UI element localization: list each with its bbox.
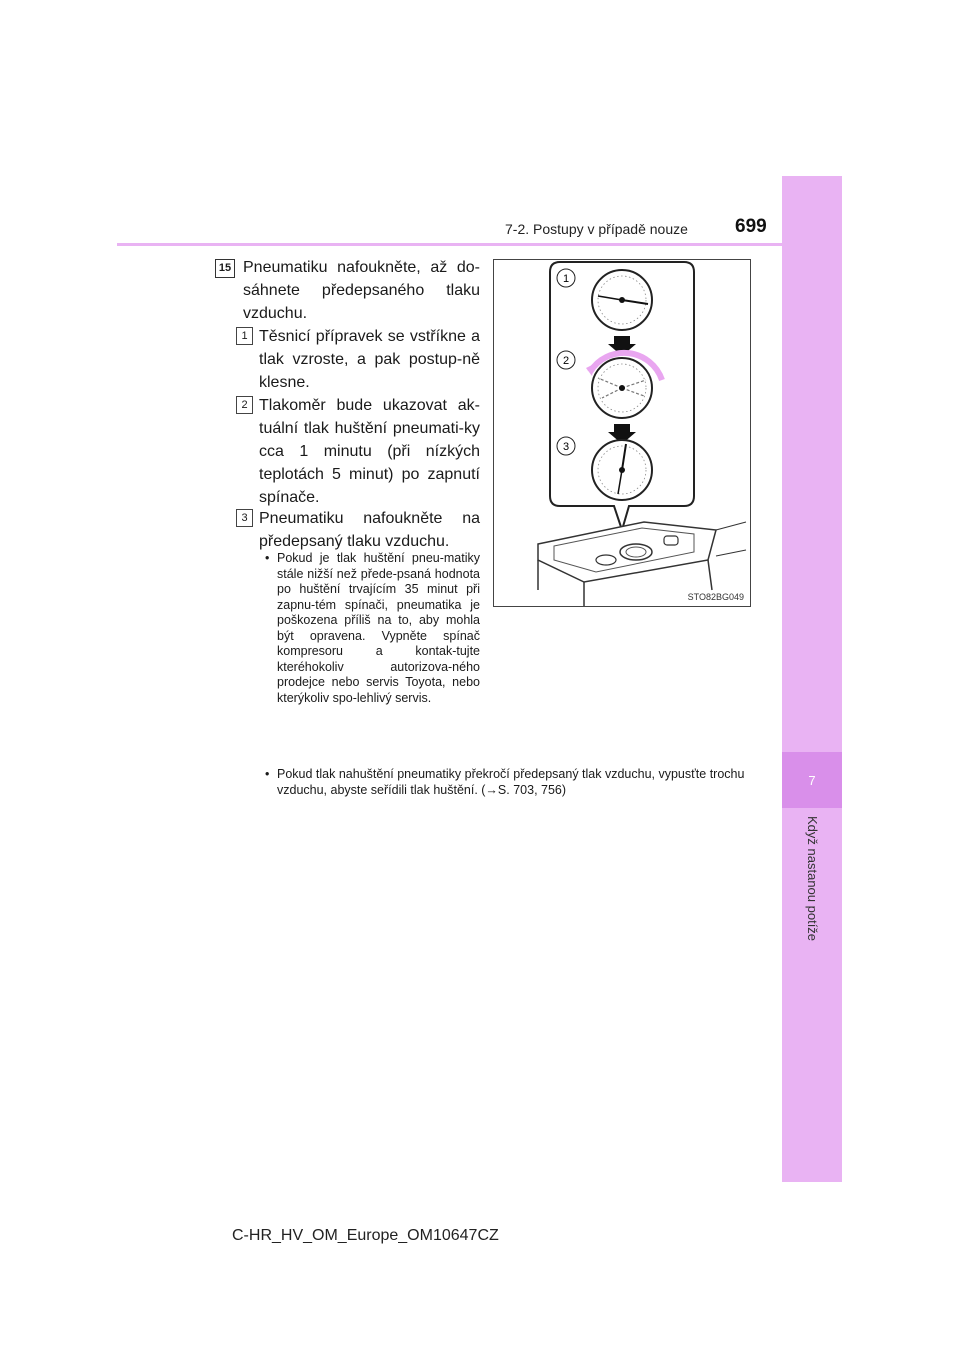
- gauge-3: [592, 440, 652, 500]
- header-rule: [117, 243, 842, 246]
- label-1: 1: [562, 273, 570, 285]
- gauge-2: [592, 358, 652, 418]
- substep-text: Těsnicí přípravek se vstříkne a tlak vzroste, a pak postup-ně klesne.: [259, 328, 480, 391]
- step-text: Pneumatiku nafoukněte, až do-sáhnete předepsaného tlaku vzduchu.: [243, 259, 480, 322]
- substep-number: 1: [236, 327, 253, 345]
- step-number-box: 15: [215, 259, 235, 278]
- note-item: • Pokud je tlak huštění pneu-matiky stále nižší než přede-psaná hodnota po huštění trvajícím 35 minut při zapnu-tém spínači, pneumatika je poškozena příliš na to, aby mohla být opravena. Vypněte spínač kompresoru a kontak-tujte kteréhokoliv autorizova-ného prodejce nebo servis Toyota, nebo kterýkoliv spo-lehlivý servis.: [265, 551, 480, 706]
- substep-text: Tlakoměr bude ukazovat ak-tuální tlak huštění pneumati-ky cca 1 minutu (při nízkých teplotách 5 minut) po zapnutí spínače.: [259, 397, 480, 506]
- gauge-illustration: [494, 260, 750, 606]
- label-3: 3: [562, 441, 570, 453]
- step-15: [215, 256, 480, 325]
- chapter-title: Když nastanou potíže: [805, 816, 820, 942]
- substep-number: 3: [236, 509, 253, 527]
- substep-2: [236, 394, 480, 509]
- label-2: 2: [562, 355, 570, 367]
- chapter-number: 7: [782, 752, 842, 808]
- compressor-gauge-figure: [493, 259, 751, 607]
- substep-text: Pneumatiku nafoukněte na předepsaný tlaku vzduchu.: [259, 510, 480, 550]
- section-title: 7-2. Postupy v případě nouze: [505, 221, 688, 237]
- page-number: 699: [735, 216, 767, 237]
- note-list: [265, 551, 480, 706]
- gauge-1: [592, 270, 652, 330]
- chapter-side-tab: [782, 176, 842, 1182]
- substep-1: [236, 325, 480, 394]
- figure-code: STO82BG049: [687, 592, 744, 602]
- footer-doc-id: C-HR_HV_OM_Europe_OM10647CZ: [232, 1227, 499, 1244]
- substep-3: [236, 507, 480, 553]
- note-item-wide: • Pokud tlak nahuštění pneumatiky překročí předepsaný tlak vzduchu, vypusťte trochu vzduchu, abyste seřídili tlak huštění. (→S. 703, 756): [265, 766, 767, 798]
- substep-number: 2: [236, 396, 253, 414]
